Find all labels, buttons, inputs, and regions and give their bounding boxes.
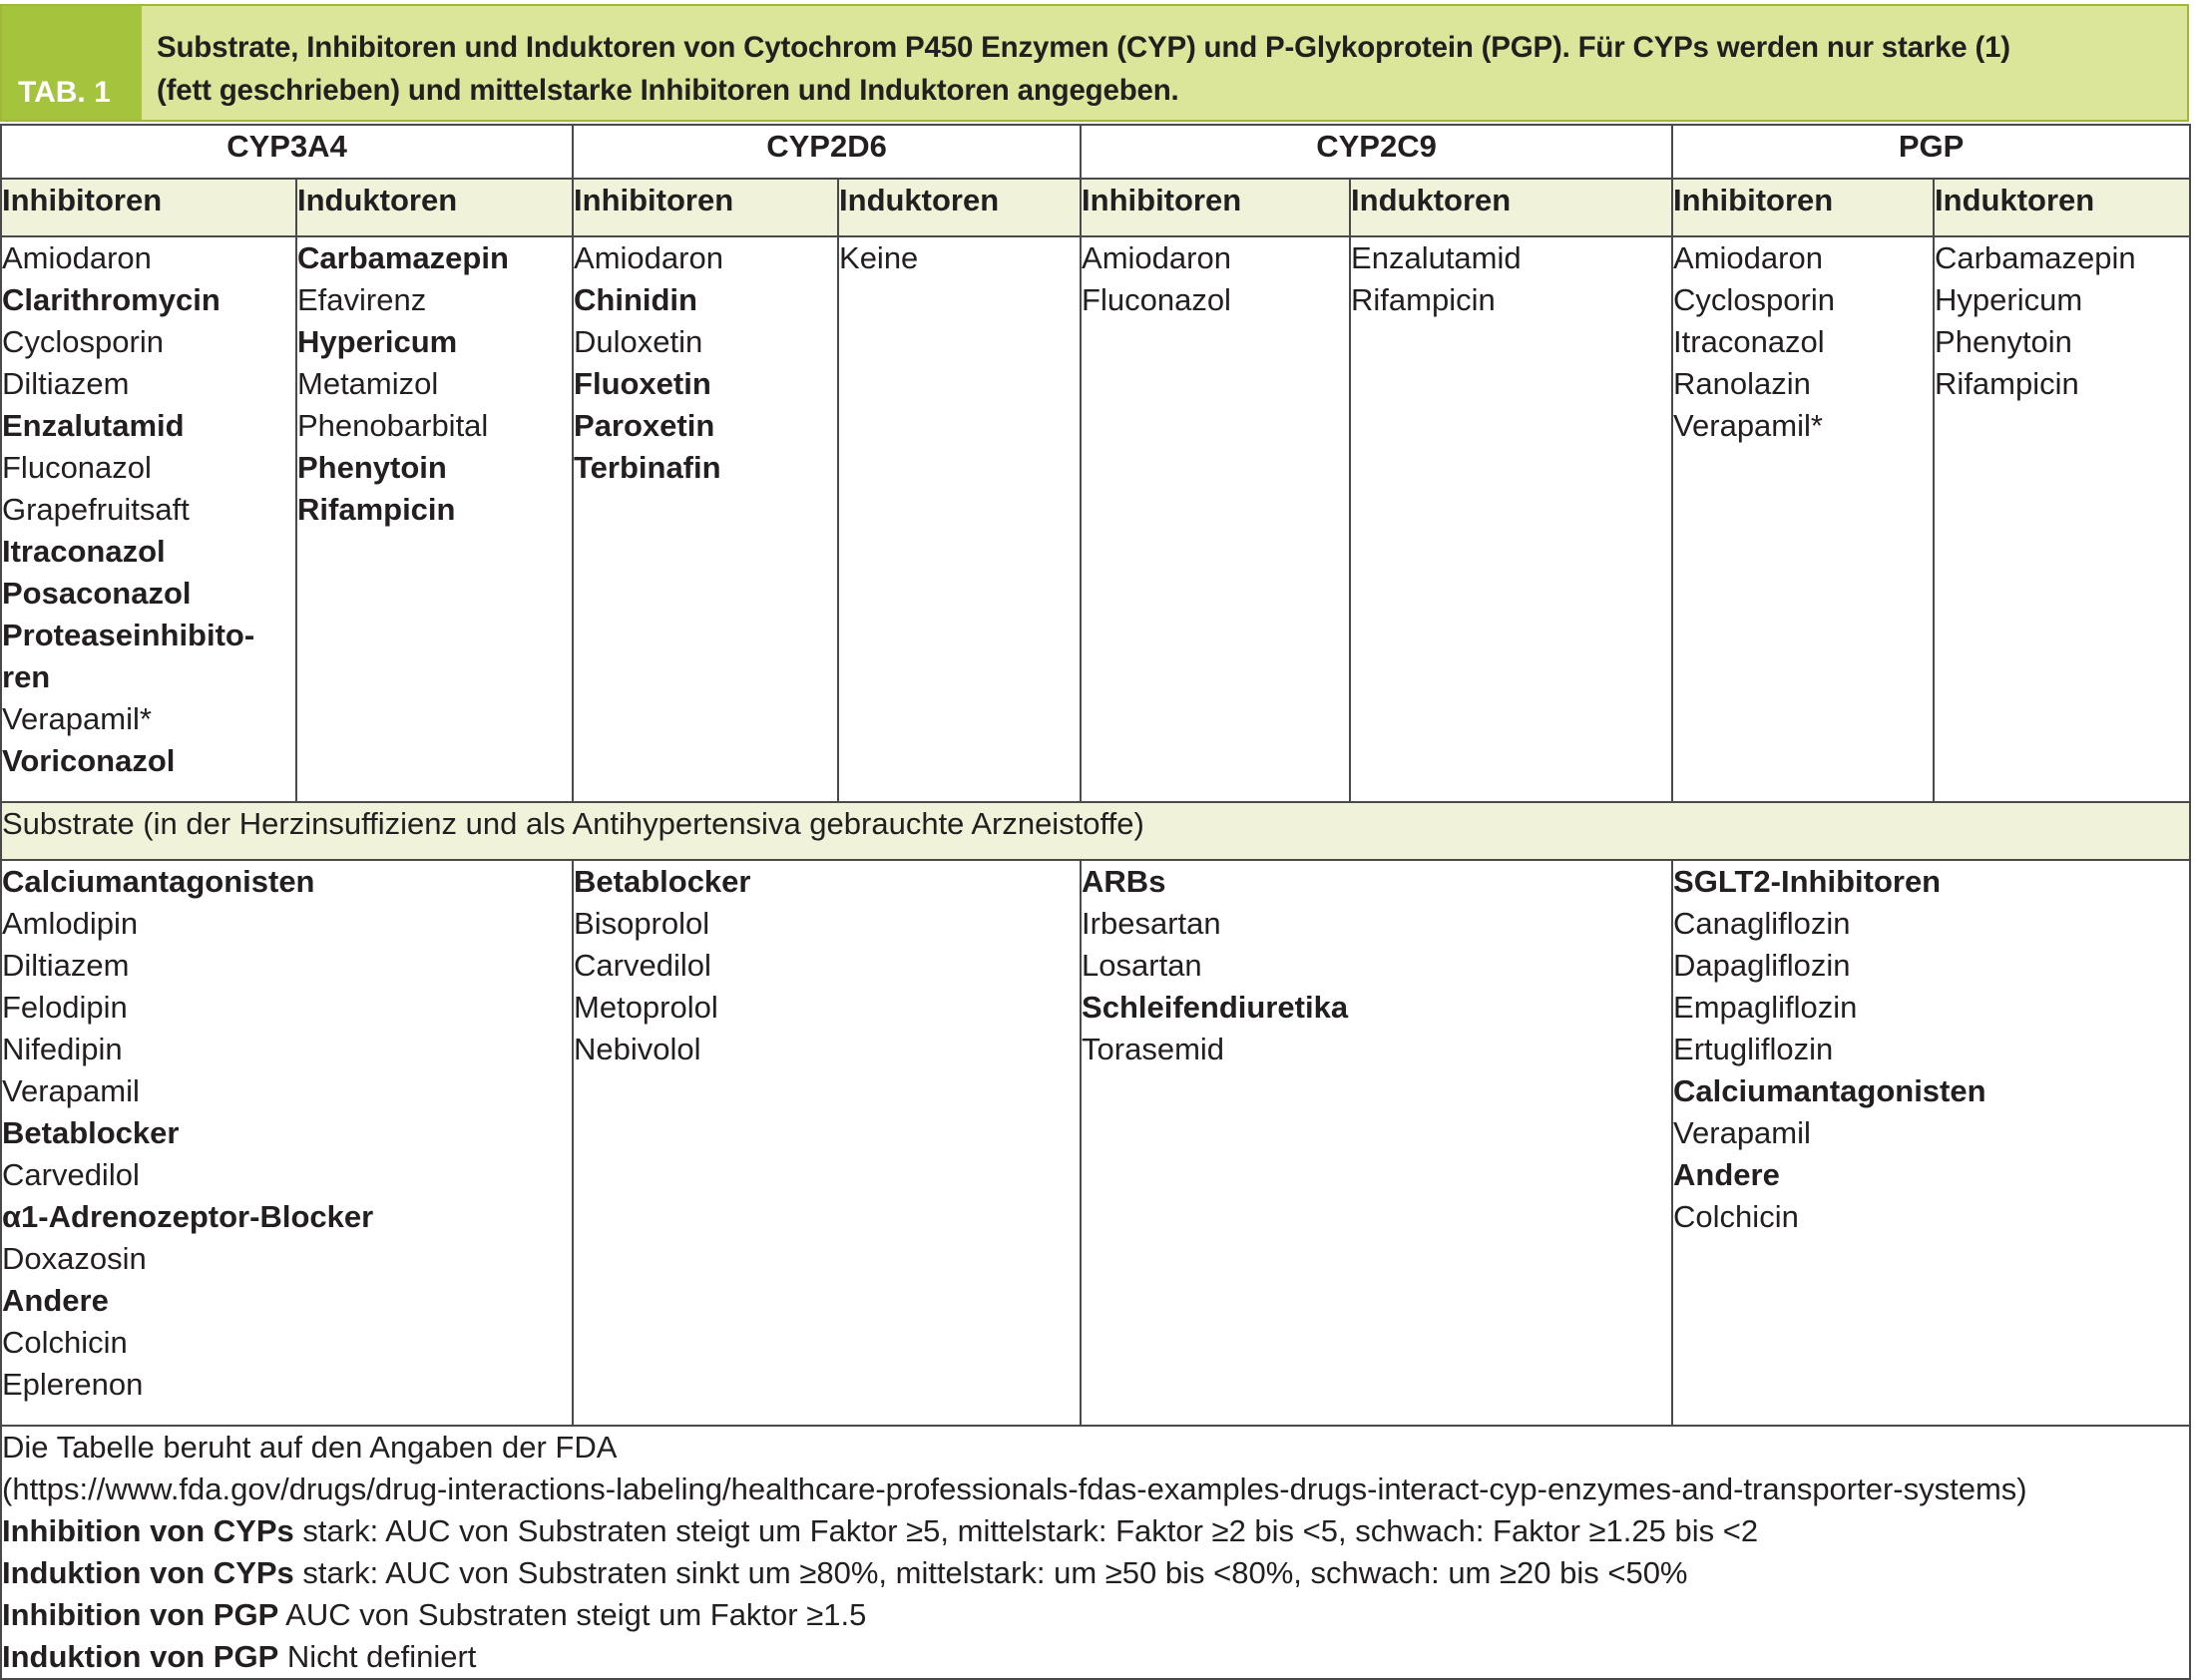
list-item: Verapamil* [2,701,152,736]
table-title [157,26,2172,112]
footnote-line: Induktion von CYPs stark: AUC von Substraten sinkt um ≥80%, mittelstark: um ≥50 bis <80%, schwach: um ≥20 bis <50% [2,1555,1688,1590]
list-item: Amiodaron [574,240,723,275]
list-item: Efavirenz [297,282,427,317]
list-item: Proteaseinhibito- [2,618,255,652]
list-item: Verapamil* [1673,408,1823,443]
list-item: Rifampicin [1935,366,2079,401]
enzyme-header-cyp2d6: CYP2D6 [573,125,1081,179]
list-item: Chinidin [574,282,697,317]
footnote-source-url: (https://www.fda.gov/drugs/drug-interactions-labeling/healthcare-professionals-fdas-examples-drugs-interact-cyp-enzymes-and-transporter-systems) [2,1471,2027,1506]
list-item: Amiodaron [1082,240,1231,275]
list-item: Posaconazol [2,576,192,611]
list-item: Enzalutamid [1351,240,1522,275]
list-item: Hypericum [297,324,458,359]
list-item: Nifedipin [2,1032,123,1066]
interaction-table [0,124,2191,1680]
list-item: Carvedilol [574,948,711,983]
list-item: Hypericum [1935,282,2083,317]
substrates-cyp3a4 [1,860,573,1426]
footnote-line: Inhibition von CYPs stark: AUC von Substraten steigt um Faktor ≥5, mittelstark: Faktor ≥2 bis <5, schwach: Faktor ≥1.25 bis <2 [2,1513,1759,1548]
list-item: Enzalutamid [2,408,185,443]
list-item: Verapamil [1673,1115,1811,1150]
list-item: Colchicin [2,1325,128,1360]
footnote-line: Inhibition von PGP AUC von Substraten steigt um Faktor ≥1.5 [2,1597,867,1632]
table-title-line-1: Substrate, Inhibitoren und Induktoren von Cytochrom P450 Enzymen (CYP) und P-Glykoprotein (PGP). Für CYPs werden nur starke (1) [157,31,2010,64]
list-cyp3a4-inhibitors [1,236,296,802]
list-item: Canagliflozin [1673,906,1851,941]
list-item: Cyclosporin [1673,282,1835,317]
list-item: Eplerenon [2,1367,144,1402]
substrates-cyp2c9 [1081,860,1672,1426]
substrates-band-row [1,802,2190,860]
list-item: Phenytoin [1935,324,2072,359]
substrate-lists-row [1,860,2190,1426]
table-title-line-2: (fett geschrieben) und mittelstarke Inhibitoren und Induktoren angegeben. [157,74,1179,107]
list-pgp-inhibitors [1672,236,1934,802]
list-item: Fluconazol [1082,282,1231,317]
list-item: Amiodaron [2,240,152,275]
list-item: Irbesartan [1082,906,1221,941]
list-item: ARBs [1082,864,1166,899]
list-item: α1-Adrenozeptor-Blocker [2,1199,374,1234]
list-item: Empagliflozin [1673,990,1858,1025]
list-item: Andere [2,1283,109,1318]
list-item: Diltiazem [2,948,130,983]
list-item: ren [2,659,51,694]
list-cyp2c9-inhibitors [1081,236,1350,802]
list-item: Carbamazepin [297,240,509,275]
col-header-pgp-inducers: Induktoren [1934,179,2190,236]
list-item: Dapagliflozin [1673,948,1851,983]
list-item: Fluoxetin [574,366,711,401]
list-item: Fluconazol [2,450,152,485]
enzyme-header-row [1,125,2190,179]
list-item: Andere [1673,1157,1780,1192]
list-item: Carbamazepin [1935,240,2136,275]
list-cyp2d6-inhibitors [573,236,838,802]
list-cyp3a4-inducers [296,236,573,802]
list-cyp2d6-inducers [838,236,1081,802]
list-item: Terbinafin [574,450,721,485]
list-cyp2c9-inducers [1350,236,1672,802]
table-number: TAB. 1 [18,76,111,109]
list-item: Nebivolol [574,1032,701,1066]
list-item: Itraconazol [2,534,166,569]
list-item: Betablocker [2,1115,180,1150]
list-item: Carvedilol [2,1157,140,1192]
list-item: Voriconazol [2,743,176,778]
enzyme-header-pgp: PGP [1672,125,2190,179]
substrates-pgp [1672,860,2190,1426]
col-header-cyp3a4-inducers: Induktoren [296,179,573,236]
col-header-cyp2c9-inducers: Induktoren [1350,179,1672,236]
col-header-cyp2d6-inducers: Induktoren [838,179,1081,236]
list-item: Diltiazem [2,366,130,401]
list-item: Rifampicin [1351,282,1496,317]
list-item: Phenobarbital [297,408,489,443]
enzyme-header-cyp3a4: CYP3A4 [1,125,573,179]
list-item: Clarithromycin [2,282,220,317]
list-item: Ertugliflozin [1673,1032,1834,1066]
list-item: Calciumantagonisten [1673,1073,1986,1108]
col-header-cyp2d6-inhibitors: Inhibitoren [573,179,838,236]
col-header-cyp3a4-inhibitors: Inhibitoren [1,179,296,236]
table-caption [0,4,2189,122]
list-item: Ranolazin [1673,366,1811,401]
list-item: Paroxetin [574,408,715,443]
list-item: Grapefruitsaft [2,492,190,527]
modulator-lists-row [1,236,2190,802]
list-item: Doxazosin [2,1241,147,1276]
list-item: Rifampicin [297,492,456,527]
col-header-cyp2c9-inhibitors: Inhibitoren [1081,179,1350,236]
footnote-line: Induktion von PGP Nicht definiert [2,1639,477,1674]
list-item: Verapamil [2,1073,140,1108]
role-header-row [1,179,2190,236]
list-item: Bisoprolol [574,906,710,941]
col-header-pgp-inhibitors: Inhibitoren [1672,179,1934,236]
list-item: Metamizol [297,366,439,401]
substrates-cyp2d6 [573,860,1081,1426]
list-item: Calciumantagonisten [2,864,315,899]
list-item: Betablocker [574,864,751,899]
list-item: Amiodaron [1673,240,1823,275]
list-item: Duloxetin [574,324,703,359]
footnote-line: Die Tabelle beruht auf den Angaben der FDA [2,1430,618,1465]
list-item: Amlodipin [2,906,139,941]
list-item: Colchicin [1673,1199,1799,1234]
list-item: Phenytoin [297,450,447,485]
list-item: Losartan [1082,948,1202,983]
list-item: Schleifendiuretika [1082,990,1349,1025]
list-item: Felodipin [2,990,128,1025]
list-item: Keine [839,240,919,275]
list-item: Torasemid [1082,1032,1225,1066]
table-number-badge [2,6,142,120]
list-item: Itraconazol [1673,324,1825,359]
list-item: Cyclosporin [2,324,164,359]
list-item: Metoprolol [574,990,718,1025]
substrates-band: Substrate (in der Herzinsuffizienz und als Antihypertensiva gebrauchte Arzneistoffe) [1,802,2190,860]
list-item: SGLT2-Inhibitoren [1673,864,1942,899]
list-pgp-inducers [1934,236,2190,802]
enzyme-header-cyp2c9: CYP2C9 [1081,125,1672,179]
